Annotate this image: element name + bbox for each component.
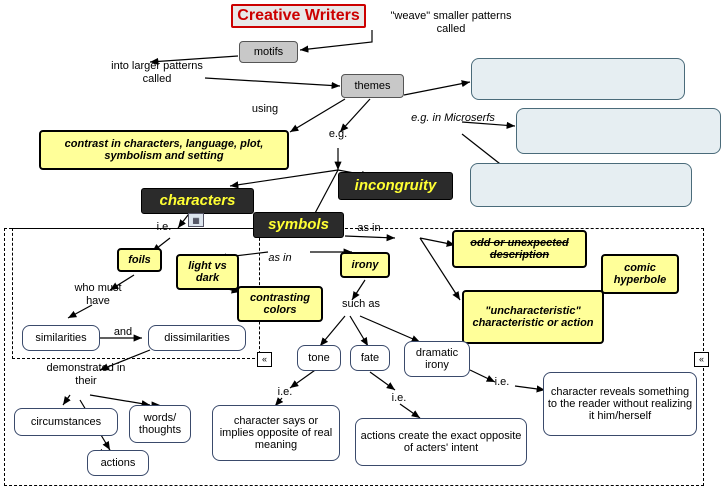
node-light-vs-dark[interactable]: light vs dark bbox=[176, 254, 239, 290]
link-label-using: using bbox=[251, 103, 279, 115]
node-odd-description[interactable]: odd or unexpected description bbox=[452, 230, 587, 268]
node-similarities[interactable]: similarities bbox=[22, 325, 100, 351]
node-fate[interactable]: fate bbox=[350, 345, 390, 371]
node-characters[interactable]: characters bbox=[141, 188, 254, 214]
link-label-eg-microserfs: e.g. in Microserfs bbox=[411, 112, 495, 124]
node-says-opposite[interactable]: character says or implies opposite of real meaning bbox=[212, 405, 340, 461]
collapse-left-control[interactable]: « bbox=[257, 352, 272, 367]
node-circumstances[interactable]: circumstances bbox=[14, 408, 118, 436]
node-contrast[interactable]: contrast in characters, language, plot, symbolism and setting bbox=[39, 130, 289, 170]
collapse-right-control[interactable]: « bbox=[694, 352, 709, 367]
node-motifs[interactable]: motifs bbox=[239, 41, 298, 63]
node-contrasting-colors[interactable]: contrasting colors bbox=[237, 286, 323, 322]
node-incongruity[interactable]: incongruity bbox=[338, 172, 453, 200]
node-irony[interactable]: irony bbox=[340, 252, 390, 278]
link-label-as-in-light: as in bbox=[268, 252, 292, 264]
node-dramatic-irony[interactable]: dramatic irony bbox=[404, 341, 470, 377]
node-character-reveals[interactable]: character reveals something to the reader without realizing it him/herself bbox=[543, 372, 697, 436]
link-label-as-in-symbols: as in bbox=[357, 222, 381, 234]
node-empty-2[interactable] bbox=[516, 108, 721, 154]
node-empty-1[interactable] bbox=[471, 58, 685, 100]
node-empty-3[interactable] bbox=[470, 163, 692, 207]
link-label-ie-tone: i.e. bbox=[277, 386, 293, 398]
node-dissimilarities[interactable]: dissimilarities bbox=[148, 325, 246, 351]
node-creative-writers[interactable]: Creative Writers bbox=[231, 4, 366, 28]
node-actions-opposite[interactable]: actions create the exact opposite of acters' intent bbox=[355, 418, 527, 466]
link-label-ie-fate: i.e. bbox=[391, 392, 407, 404]
link-label-such-as: such as bbox=[342, 298, 380, 310]
link-label-weave: "weave" smaller patterns called bbox=[390, 10, 512, 35]
node-words-thoughts[interactable]: words/ thoughts bbox=[129, 405, 191, 443]
node-symbols[interactable]: symbols bbox=[253, 212, 344, 238]
node-foils[interactable]: foils bbox=[117, 248, 162, 272]
link-label-eg: e.g. bbox=[328, 128, 348, 140]
link-label-ie-dramatic: i.e. bbox=[494, 376, 510, 388]
link-label-demonstrated: demonstrated in their bbox=[46, 362, 126, 387]
node-uncharacteristic[interactable]: "uncharacteristic" characteristic or action bbox=[462, 290, 604, 344]
node-themes[interactable]: themes bbox=[341, 74, 404, 98]
link-label-into-larger: into larger patterns called bbox=[111, 60, 203, 85]
characters-badge-icon[interactable]: ▦ bbox=[188, 213, 204, 227]
link-label-who-must-have: who must have bbox=[74, 282, 122, 307]
node-tone[interactable]: tone bbox=[297, 345, 341, 371]
node-actions[interactable]: actions bbox=[87, 450, 149, 476]
link-label-ie-characters: i.e. bbox=[156, 221, 172, 233]
node-comic-hyperbole[interactable]: comic hyperbole bbox=[601, 254, 679, 294]
link-label-and: and bbox=[113, 326, 133, 338]
